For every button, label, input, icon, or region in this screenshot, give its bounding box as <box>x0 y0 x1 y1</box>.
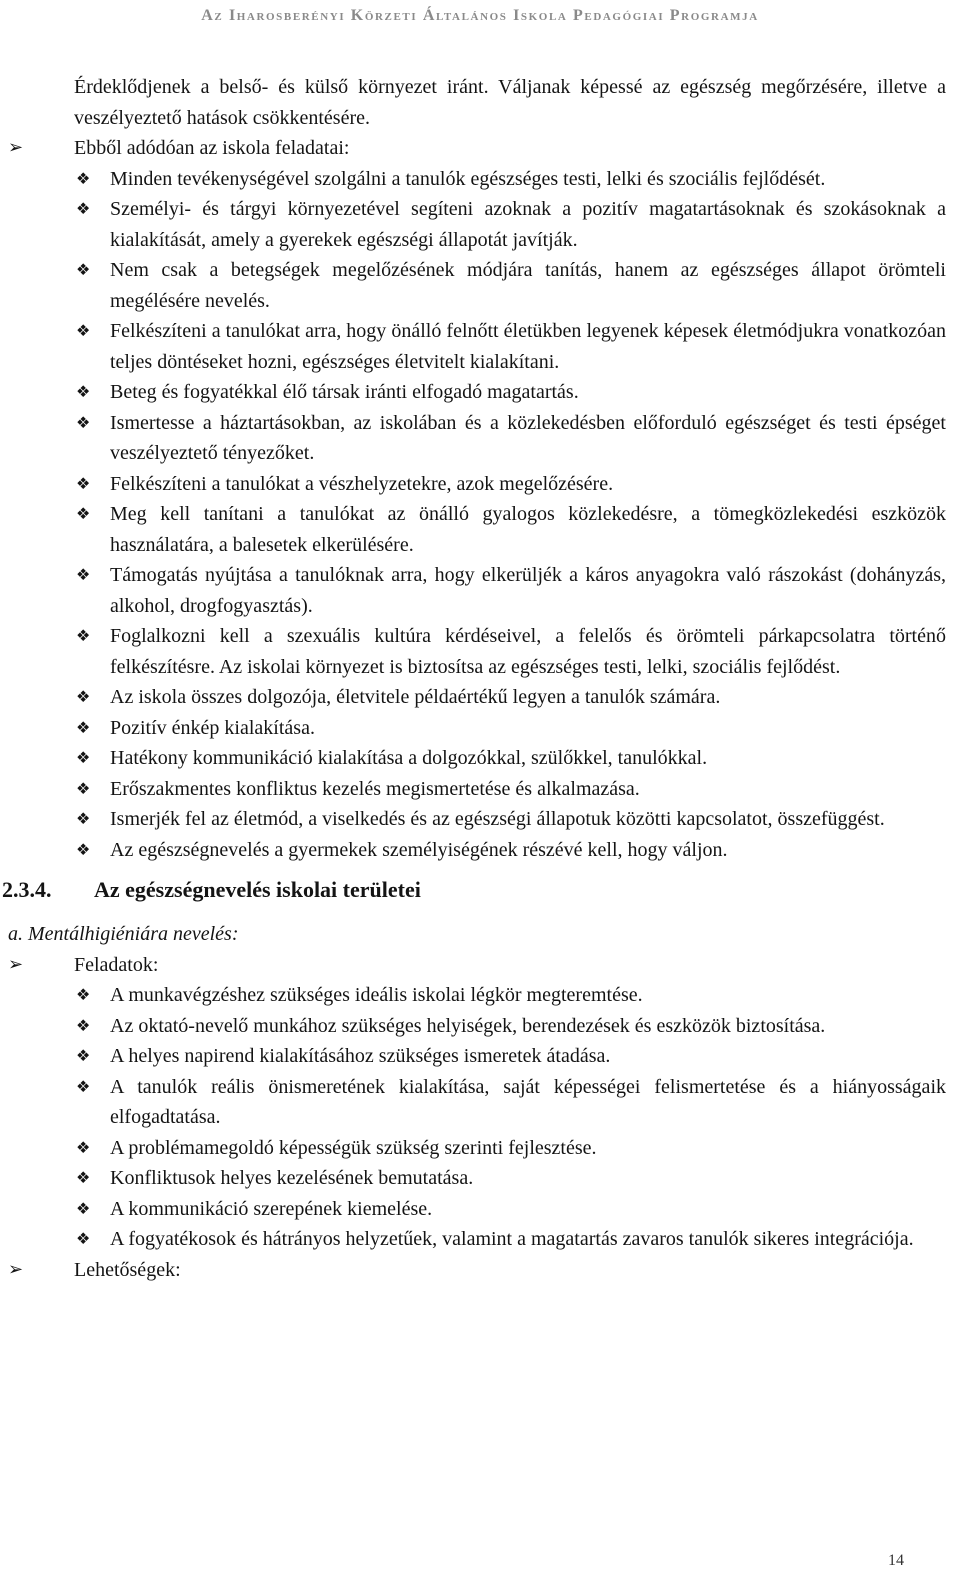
four-diamond-bullet-icon: ❖ <box>76 382 91 401</box>
list-item <box>76 1041 946 1072</box>
four-diamond-bullet-icon: ❖ <box>76 1229 91 1248</box>
document-body <box>0 72 960 1285</box>
list-item <box>76 194 946 255</box>
section-title: Az egészségnevelés iskolai területei <box>94 877 421 902</box>
four-diamond-bullet-icon: ❖ <box>76 1046 91 1065</box>
arrowhead-bullet-icon: ➢ <box>8 1258 24 1280</box>
four-diamond-bullet-icon: ❖ <box>76 809 91 828</box>
list-item-text: Felkészíteni a tanulókat a vészhelyzetekre, azok megelőzésére. <box>110 472 614 495</box>
list-item-text: A problémamegoldó képességük szükség szerinti fejlesztése. <box>110 1136 597 1159</box>
section-number: 2.3.4. <box>2 877 52 902</box>
list-item <box>76 408 946 469</box>
four-diamond-bullet-icon: ❖ <box>76 168 91 188</box>
four-diamond-bullet-icon: ❖ <box>76 778 91 798</box>
list-item-text: Foglalkozni kell a szexuális kultúra kérdéseivel, a felelős és örömteli párkapcsolatra történő felkészítésre. Az iskolai környezet is biztosítsa az egészséges testi, lelki, szociális fejlődést. <box>110 625 946 678</box>
four-diamond-bullet-icon: ❖ <box>76 626 91 645</box>
list-item-text: A fogyatékosok és hátrányos helyzetűek, valamint a magatartás zavaros tanulók sikeres integrációja. <box>110 1228 914 1250</box>
list-item <box>76 499 946 560</box>
lehetosegek-heading <box>0 1255 960 1286</box>
feladatok-heading-text: Feladatok: <box>74 953 159 976</box>
intro-paragraph: Érdeklődjenek a belső- és külső környezet iránt. Váljanak képessé az egészség megőrzésére, illetve a veszélyeztető hatások csökkentésére. <box>74 76 946 129</box>
list-item-text: A helyes napirend kialakításához szükséges ismeretek átadása. <box>110 1045 611 1067</box>
four-diamond-bullet-icon: ❖ <box>76 1168 91 1187</box>
list-item-text: Felkészíteni a tanulókat arra, hogy önálló felnőtt életükben legyenek képesek életmódjukra vonatkozóan teljes döntéseket hozni, egészséges életvitelt kialakítani. <box>110 320 946 373</box>
four-diamond-bullet-icon: ❖ <box>76 985 91 1004</box>
list-item-text: Meg kell tanítani a tanulókat az önálló gyalogos közlekedésre, a tömegközlekedési eszközök használatára, a balesetek elkerülésére. <box>110 503 946 556</box>
list-item-text: Az egészségnevelés a gyermekek személyiségének részévé kell, hogy váljon. <box>110 838 728 861</box>
four-diamond-bullet-icon: ❖ <box>76 717 91 737</box>
four-diamond-bullet-icon: ❖ <box>76 748 91 767</box>
four-diamond-bullet-icon: ❖ <box>76 260 91 279</box>
list-item <box>76 713 946 744</box>
tasks-list <box>0 164 960 866</box>
page-header: Az Iharosberényi Körzeti Általános Iskola Pedagógiai Programja <box>201 7 759 24</box>
four-diamond-bullet-icon: ❖ <box>76 199 91 218</box>
page-number: 14 <box>888 1552 904 1569</box>
list-item <box>76 1163 946 1194</box>
four-diamond-bullet-icon: ❖ <box>76 504 91 523</box>
list-item-text: Az iskola összes dolgozója, életvitele példaértékű legyen a tanulók számára. <box>110 686 721 708</box>
list-item <box>76 774 946 805</box>
list-item <box>76 804 946 835</box>
list-item <box>76 377 946 408</box>
list-item-text: Ismertesse a háztartásokban, az iskolában és a közlekedésben előforduló egészséget és testi épséget veszélyeztető tényezőket. <box>110 411 946 464</box>
list-item <box>76 835 946 866</box>
list-item-text: Hatékony kommunikáció kialakítása a dolgozókkal, szülőkkel, tanulókkal. <box>110 747 708 769</box>
arrowhead-bullet-icon: ➢ <box>8 953 24 975</box>
four-diamond-bullet-icon: ❖ <box>76 1137 91 1157</box>
list-item <box>76 560 946 621</box>
list-item <box>76 980 946 1011</box>
four-diamond-bullet-icon: ❖ <box>76 1198 91 1218</box>
four-diamond-bullet-icon: ❖ <box>76 1076 91 1096</box>
list-item-text: Személyi- és tárgyi környezetével segíteni azoknak a pozitív magatartásoknak és szokásoknak a kialakítását, amely a gyerekek egészségi állapotát javítják. <box>110 198 946 251</box>
section-heading <box>0 875 960 905</box>
list-item-text: Minden tevékenységével szolgálni a tanulók egészséges testi, lelki és szociális fejlődését. <box>110 167 826 190</box>
list-item-text: Konfliktusok helyes kezelésének bemutatása. <box>110 1167 474 1189</box>
list-item <box>76 164 946 195</box>
four-diamond-bullet-icon: ❖ <box>76 412 91 432</box>
subsection-a-heading: a. Mentálhigiéniára nevelés: <box>8 923 239 945</box>
list-item-text: Az oktató-nevelő munkához szükséges helyiségek, berendezések és eszközök biztosítása. <box>110 1014 826 1037</box>
list-item-text: Nem csak a betegségek megelőzésének módjára tanítás, hanem az egészséges állapot örömteli megélésére nevelés. <box>110 259 946 312</box>
list-item <box>76 469 946 500</box>
list-item <box>76 682 946 713</box>
list-item-text: Támogatás nyújtása a tanulóknak arra, hogy elkerüljék a káros anyagokra való rászokást (dohányzás, alkohol, drogfogyasztás). <box>110 564 946 617</box>
list-item <box>76 1072 946 1133</box>
list-item-text: A kommunikáció szerepének kiemelése. <box>110 1197 433 1220</box>
list-item <box>76 255 946 316</box>
lehetosegek-heading-text: Lehetőségek: <box>74 1258 181 1281</box>
list-item <box>76 743 946 774</box>
four-diamond-bullet-icon: ❖ <box>76 565 91 584</box>
list-item <box>76 1011 946 1042</box>
list-item <box>76 1224 946 1255</box>
four-diamond-bullet-icon: ❖ <box>76 1015 91 1035</box>
list-item <box>76 621 946 682</box>
list-item-text: A munkavégzéshez szükséges ideális iskolai légkör megteremtése. <box>110 984 643 1006</box>
list-item-text: A tanulók reális önismeretének kialakítása, saját képességei felismertetése és a hiányosságaik elfogadtatása. <box>110 1075 946 1128</box>
list-item <box>76 1133 946 1164</box>
tasks-heading-text: Ebből adódóan az iskola feladatai: <box>74 137 350 159</box>
four-diamond-bullet-icon: ❖ <box>76 321 91 340</box>
list-item <box>76 316 946 377</box>
four-diamond-bullet-icon: ❖ <box>76 839 91 859</box>
feladatok-heading <box>0 950 960 981</box>
feladatok-list <box>0 980 960 1255</box>
four-diamond-bullet-icon: ❖ <box>76 473 91 493</box>
list-item-text: Ismerjék fel az életmód, a viselkedés és az egészségi állapotuk közötti kapcsolatot, összefüggést. <box>110 808 885 830</box>
four-diamond-bullet-icon: ❖ <box>76 687 91 706</box>
list-item <box>76 1194 946 1225</box>
tasks-heading <box>0 133 960 164</box>
list-item-text: Erőszakmentes konfliktus kezelés megismertetése és alkalmazása. <box>110 777 640 800</box>
arrowhead-bullet-icon: ➢ <box>8 137 24 158</box>
list-item-text: Pozitív énkép kialakítása. <box>110 716 315 739</box>
list-item-text: Beteg és fogyatékkal élő társak iránti elfogadó magatartás. <box>110 381 579 403</box>
